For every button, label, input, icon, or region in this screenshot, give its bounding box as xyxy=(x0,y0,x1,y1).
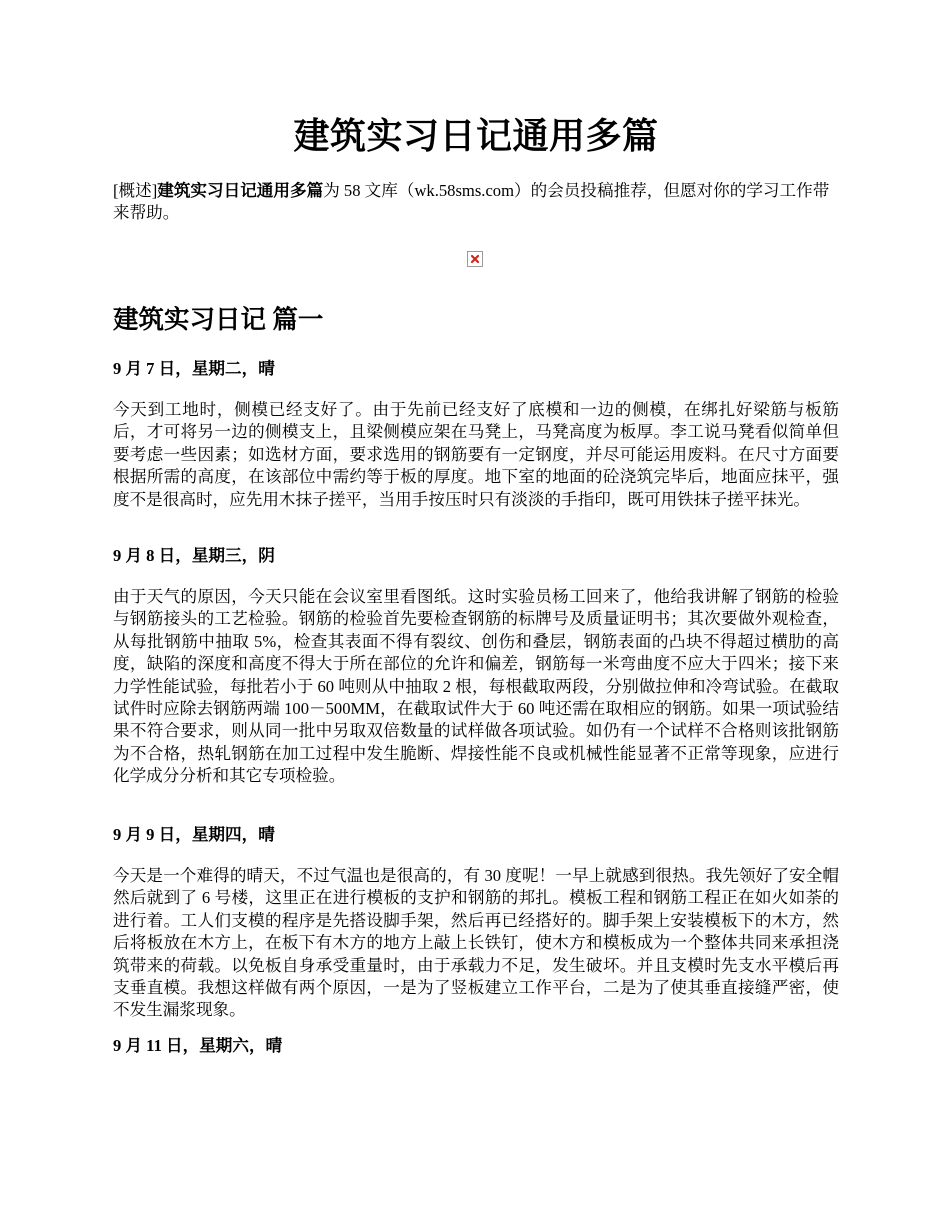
entry-body: 今天是一个难得的晴天，不过气温也是很高的，有 30 度呢！一早上就感到很热。我先领好了安全帽然后就到了 6 号楼，这里正在进行模板的支护和钢筋的邦扎。模板工程和钢筋工程正在如火如荼的进行着。工人们支模的程序是先搭设脚手架，然后再已经搭好的。脚手架上安装模板下的木方，然后将板放在木方上，在板下有木方的地方上敲上长铁钉，使木方和模板成为一个整体共同来承担浇筑带来的荷载。以免板自身承受重量时，由于承载力不足，发生破坏。并且支模时先支水平模后再支垂直模。我想这样做有两个原因，一是为了竖板建立工作平台，二是为了使其垂直接缝严密，使不发生漏浆现象。 xyxy=(113,866,839,1020)
document-title: 建筑实习日记通用多篇 xyxy=(293,116,659,156)
summary-text: 为 58 文库（wk.58sms.com）的会员投稿推荐，但愿对你的学习工作带来帮助。 xyxy=(113,181,830,222)
entry-date: 9 月 8 日，星期三，阴 xyxy=(113,546,275,565)
entry-body: 今天到工地时，侧模已经支好了。由于先前已经支好了底模和一边的侧模，在绑扎好梁筋与板筋后，才可将另一边的侧模支上，且梁侧模应架在马凳上，马凳高度为板厚。李工说马凳看似简单但要考虑一些因素；如选材方面，要求选用的钢筋要有一定钢度，并尽可能运用废料。在尺寸方面要根据所需的高度，在该部位中需约等于板的厚度。地下室的地面的砼浇筑完毕后，地面应抹平，强度不是很高时，应先用木抹子搓平，当用手按压时只有淡淡的手指印，既可用铁抹子搓平抹光。 xyxy=(113,400,839,509)
entry-body: 由于天气的原因，今天只能在会议室里看图纸。这时实验员杨工回来了，他给我讲解了钢筋的检验与钢筋接头的工艺检验。钢筋的检验首先要检查钢筋的标牌号及质量证明书；其次要做外观检查，从每批钢筋中抽取 5%，检查其表面不得有裂纹、创伤和叠层，钢筋表面的凸块不得超过横肋的高度，缺陷的深度和高度不得大于所在部位的允许和偏差，钢筋每一米弯曲度不应大于四米；接下来力学性能试验，每批若小于 60 吨则从中抽取 2 根，每根截取两段，分别做拉伸和冷弯试验。在截取试件时应除去钢筋两端 100－500MM，在截取试件大于 60 吨还需在取相应的钢筋。如果一项试验结果不符合要求，则从同一批中另取双倍数量的试样做各项试验。如仍有一个试样不合格则该批钢筋为不合格，热轧钢筋在加工过程中发生脆断、焊接性能不良或机械性能显著不正常等现象，应进行化学成分分析和其它专项检验。 xyxy=(113,587,839,786)
section-heading: 建筑实习日记 篇一 xyxy=(113,305,324,334)
summary-prefix: [概述] xyxy=(113,181,158,200)
summary-paragraph xyxy=(113,180,839,224)
entry-date: 9 月 11 日，星期六，晴 xyxy=(113,1036,283,1055)
broken-image-icon xyxy=(467,251,483,267)
summary-bold-title: 建筑实习日记通用多篇 xyxy=(157,181,324,200)
entry-date: 9 月 9 日，星期四，晴 xyxy=(113,825,275,844)
entry-date: 9 月 7 日，星期二，晴 xyxy=(113,359,275,378)
